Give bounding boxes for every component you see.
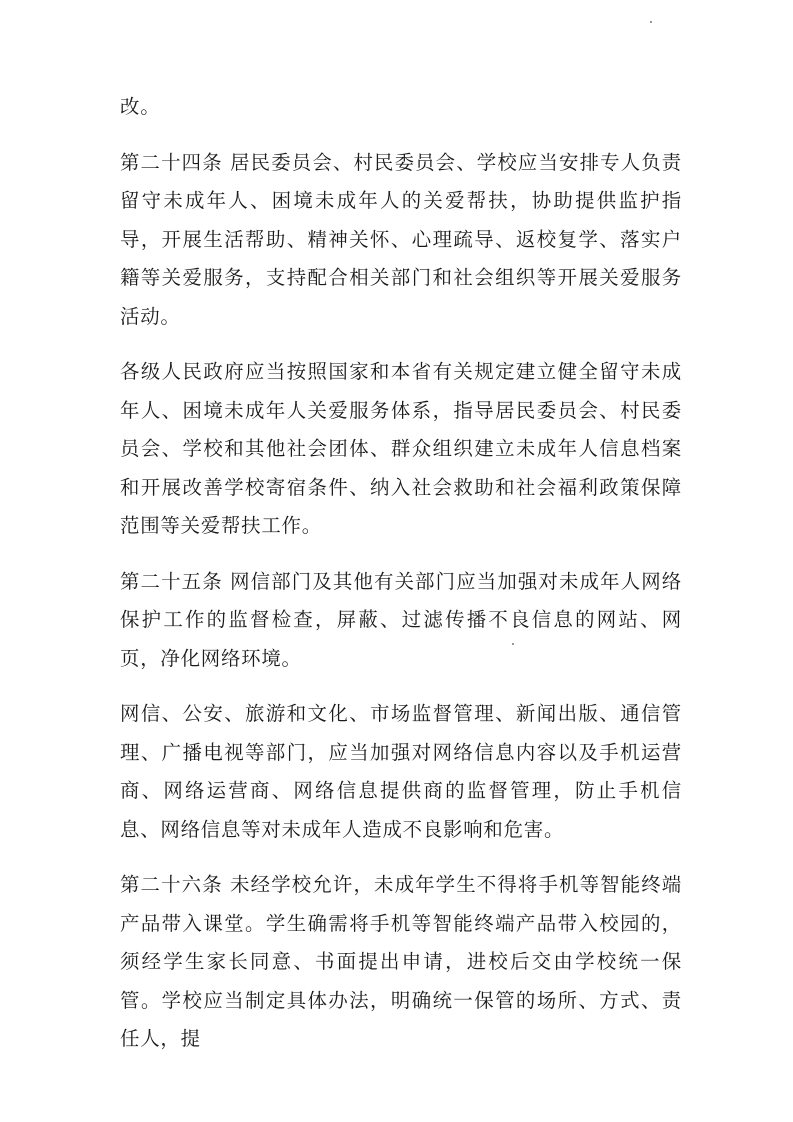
document-body <box>120 88 682 1077</box>
article-24-paragraph-1: 第二十四条 居民委员会、村民委员会、学校应当安排专人负责留守未成年人、困境未成年人的关爱帮扶，协助提供监护指导，开展生活帮助、精神关怀、心理疏导、返校复学、落实户籍等关爱服务，支持配合相关部门和社会组织等开展关爱服务活动。 <box>120 150 682 328</box>
article-26-paragraph-1: 第二十六条 未经学校允许，未成年学生不得将手机等智能终端产品带入课堂。学生确需将手机等智能终端产品带入校园的，须经学生家长同意、书面提出申请，进校后交由学校统一保管。学校应当制定具体办法，明确统一保管的场所、方式、责任人，提 <box>120 873 682 1050</box>
article-24-paragraph-2: 各级人民政府应当按照国家和本省有关规定建立健全留守未成年人、困境未成年人关爱服务体系，指导居民委员会、村民委员会、学校和其他社会团体、群众组织建立未成年人信息档案和开展改善学校寄宿条件、纳入社会救助和社会福利政策保障范围等关爱帮扶工作。 <box>120 360 682 537</box>
scan-speck <box>650 21 652 23</box>
article-25-paragraph-2: 网信、公安、旅游和文化、市场监督管理、新闻出版、通信管理、广播电视等部门，应当加强对网络信息内容以及手机运营商、网络运营商、网络信息提供商的监督管理，防止手机信息、网络信息等对未成年人造成不良影响和危害。 <box>120 702 682 841</box>
paragraph-continuation: 改。 <box>120 95 161 118</box>
article-25-paragraph-1: 第二十五条 网信部门及其他有关部门应当加强对未成年人网络保护工作的监督检查，屏蔽、过滤传播不良信息的网站、网页，净化网络环境。 <box>120 569 682 670</box>
